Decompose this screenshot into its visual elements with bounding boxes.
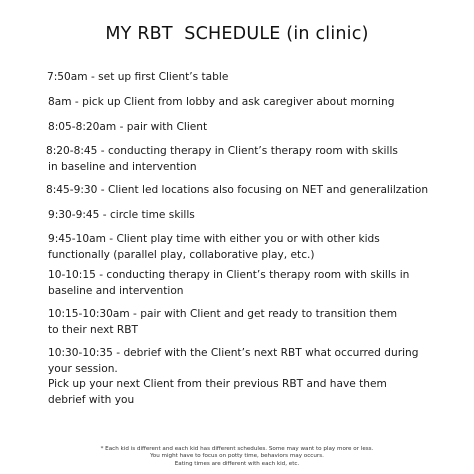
entry-line: 8:45-9:30 - Client led locations also focusing on NET and generalilzation: [46, 184, 429, 196]
entry-line: debrief with you: [48, 393, 135, 406]
schedule-entry-0805: [48, 120, 207, 136]
entry-line: in baseline and intervention: [48, 160, 197, 173]
footnote: [0, 446, 474, 468]
schedule-entry-0945: [48, 232, 380, 263]
schedule-entry-1015: [48, 307, 397, 338]
entry-line: 7:50am - set up first Client’s table: [47, 71, 229, 83]
schedule-entry-0845: [46, 183, 428, 199]
footnote-line: * Each kid is different and each kid has different schedules. Some may want to play more or less.: [100, 446, 374, 452]
footnote-line: Eating times are different with each kid, etc.: [174, 460, 300, 467]
schedule-entry-1000: [48, 268, 409, 299]
schedule-entry-1030: [48, 346, 418, 408]
entry-line: baseline and intervention: [48, 284, 184, 297]
schedule-entry-0750: [47, 70, 228, 86]
entry-line: 9:45-10am - Client play time with either you or with other kids: [48, 233, 380, 245]
entry-line: 10:30-10:35 - debrief with the Client’s next RBT what occurred during: [48, 347, 419, 359]
entry-line: 9:30-9:45 - circle time skills: [48, 209, 195, 221]
entry-line: to their next RBT: [48, 323, 138, 336]
entry-line: your session.: [48, 362, 118, 375]
entry-line: 10:15-10:30am - pair with Client and get ready to transition them: [48, 308, 398, 320]
schedule-entry-0820: [46, 144, 398, 175]
schedule-entry-0930: [48, 208, 195, 224]
entry-line: Pick up your next Client from their previous RBT and have them: [48, 378, 387, 390]
page-title: MY RBT SCHEDULE (in clinic): [105, 24, 369, 44]
footnote-line: You might have to focus on potty time, behaviors may occurs.: [150, 453, 324, 460]
entry-line: 8am - pick up Client from lobby and ask caregiver about morning: [48, 96, 395, 108]
entry-line: 8:20-8:45 - conducting therapy in Client’s therapy room with skills: [46, 145, 398, 157]
schedule-entry-0800: [48, 95, 394, 111]
entry-line: 10-10:15 - conducting therapy in Client’s therapy room with skills in: [48, 269, 410, 281]
entry-line: 8:05-8:20am - pair with Client: [48, 121, 208, 133]
entry-line: functionally (parallel play, collaborative play, etc.): [48, 248, 315, 261]
